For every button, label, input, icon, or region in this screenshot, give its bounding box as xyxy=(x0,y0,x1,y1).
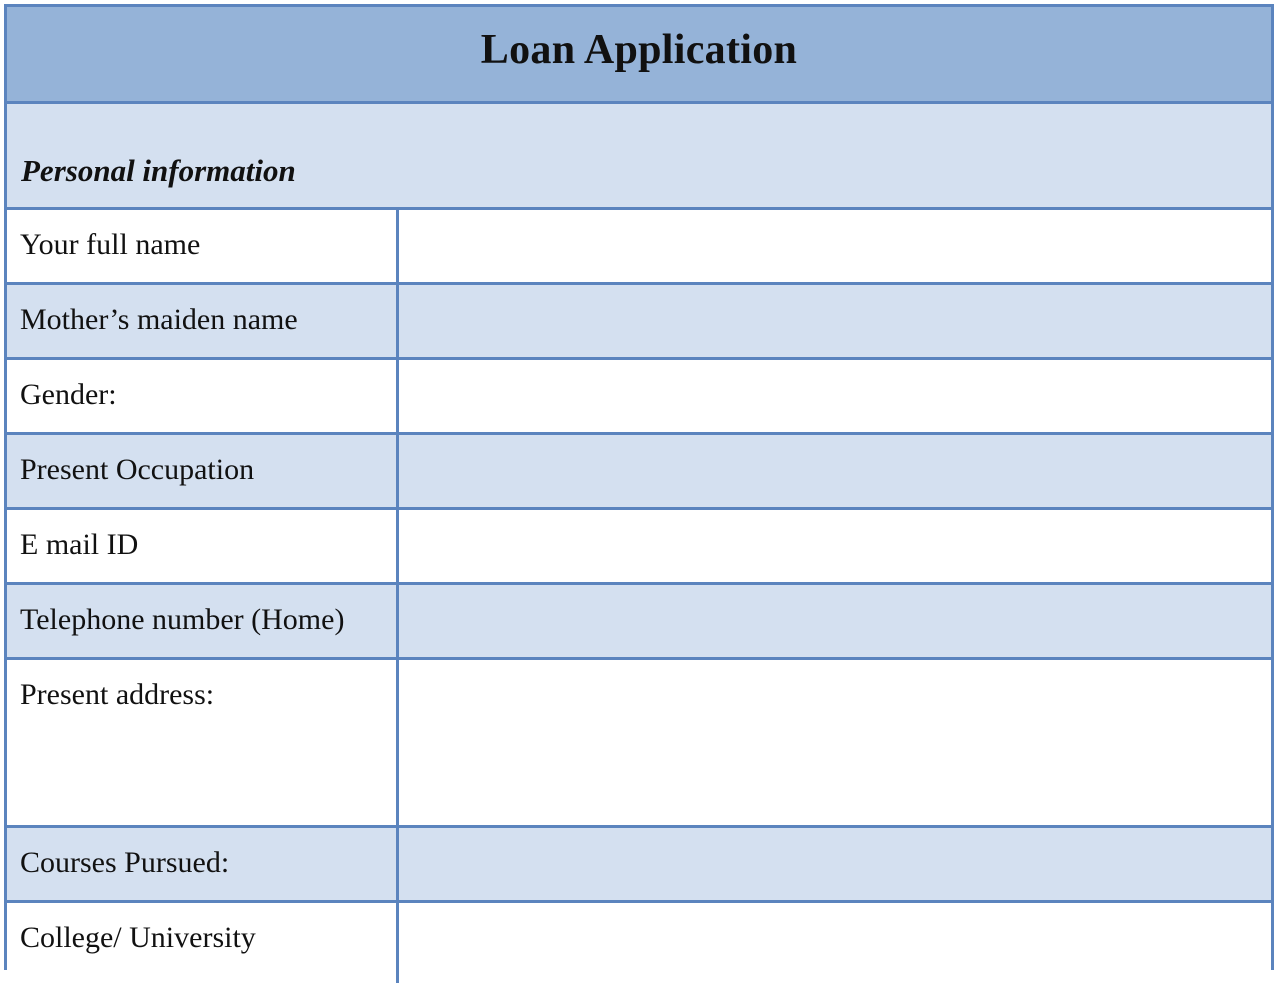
full-name-label: Your full name xyxy=(7,210,399,282)
loan-application-form xyxy=(4,4,1274,970)
title-bar xyxy=(7,7,1271,104)
telephone-home-field[interactable] xyxy=(399,585,1271,657)
email-id-field[interactable] xyxy=(399,510,1271,582)
mothers-maiden-name-field[interactable] xyxy=(399,285,1271,357)
row-full-name xyxy=(7,210,1271,285)
courses-pursued-field[interactable] xyxy=(399,828,1271,900)
row-gender xyxy=(7,360,1271,435)
college-university-field[interactable] xyxy=(399,903,1271,983)
row-telephone-home xyxy=(7,585,1271,660)
row-mothers-maiden-name xyxy=(7,285,1271,360)
row-email-id xyxy=(7,510,1271,585)
present-address-field[interactable] xyxy=(399,660,1271,825)
section-title: Personal information xyxy=(21,153,296,188)
section-header-personal-information xyxy=(7,104,1271,210)
form-title: Loan Application xyxy=(480,27,798,73)
college-university-label: College/ University xyxy=(7,903,399,983)
full-name-field[interactable] xyxy=(399,210,1271,282)
present-occupation-field[interactable] xyxy=(399,435,1271,507)
row-present-occupation xyxy=(7,435,1271,510)
mothers-maiden-name-label: Mother’s maiden name xyxy=(7,285,399,357)
email-id-label: E mail ID xyxy=(7,510,399,582)
row-courses-pursued xyxy=(7,828,1271,903)
row-present-address xyxy=(7,660,1271,828)
row-college-university xyxy=(7,903,1271,983)
courses-pursued-label: Courses Pursued: xyxy=(7,828,399,900)
telephone-home-label: Telephone number (Home) xyxy=(7,585,399,657)
present-address-label: Present address: xyxy=(7,660,399,825)
gender-field[interactable] xyxy=(399,360,1271,432)
gender-label: Gender: xyxy=(7,360,399,432)
present-occupation-label: Present Occupation xyxy=(7,435,399,507)
